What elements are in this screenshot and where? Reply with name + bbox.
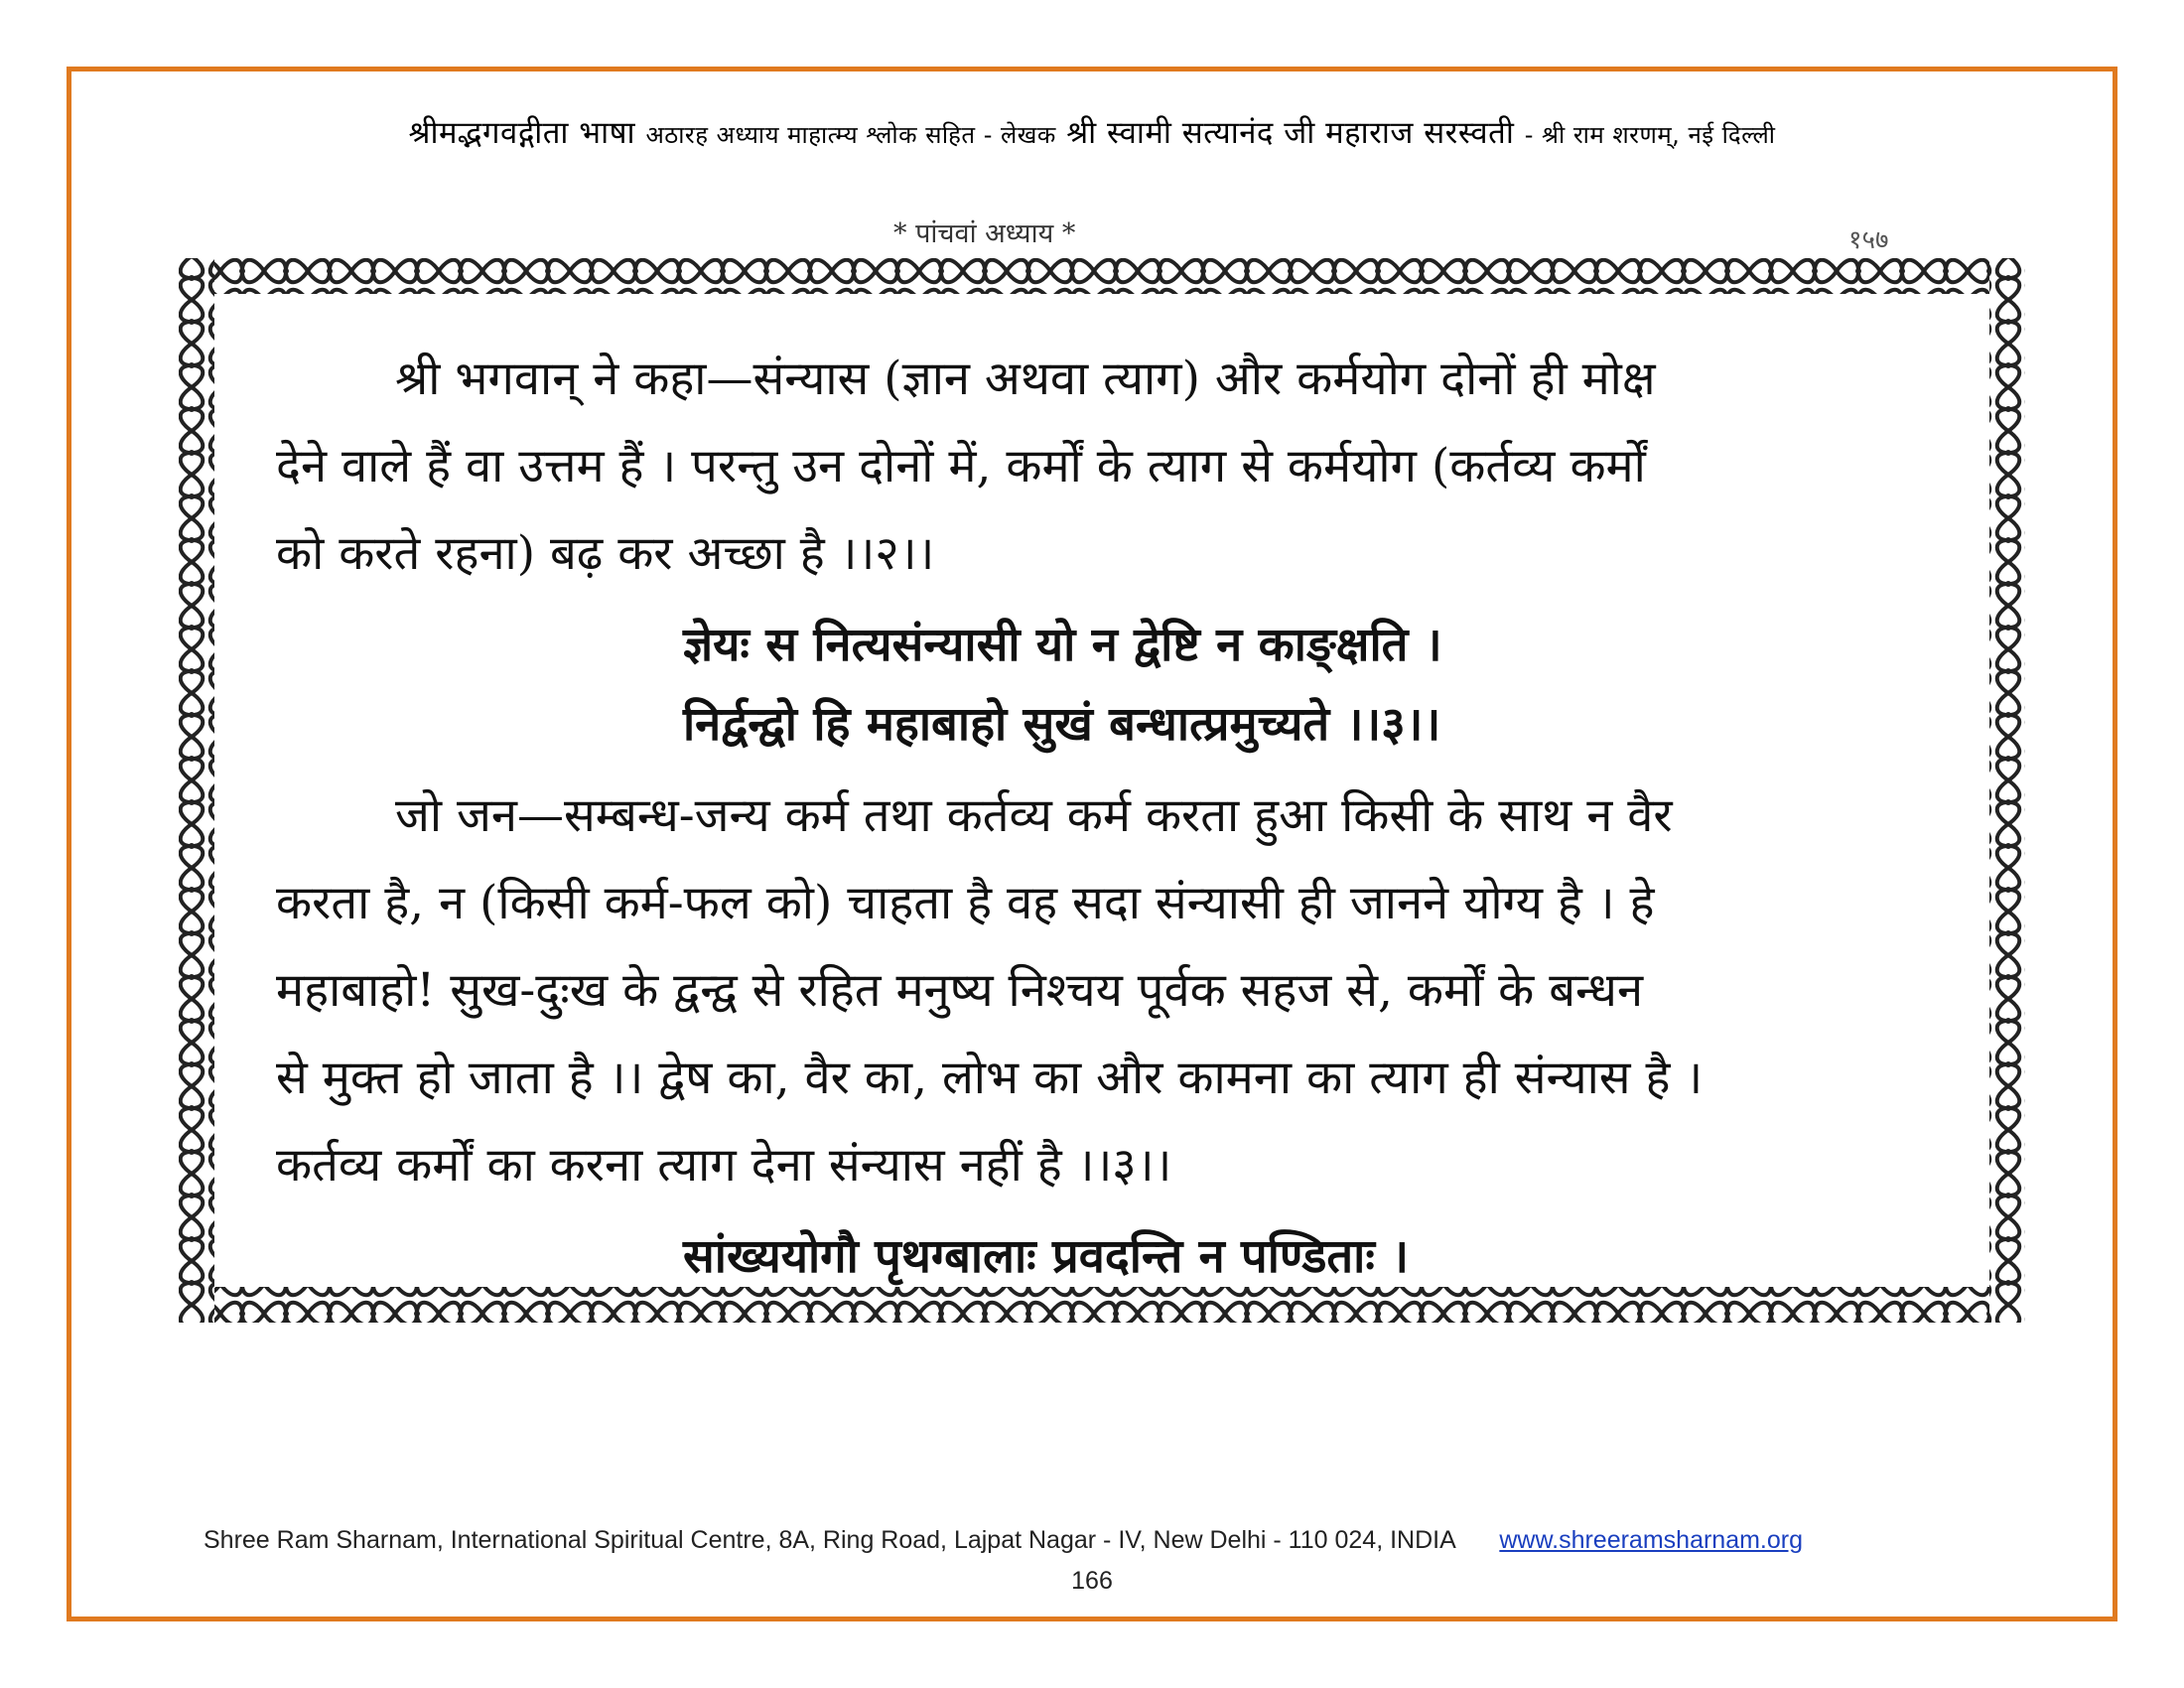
header-publisher: - श्री राम शरणम्, नई दिल्ली: [1524, 121, 1776, 149]
verse-line: सांख्ययोगौ पृथग्बालाः प्रवदन्ति न पण्डिताः ।: [683, 1229, 1410, 1284]
paragraph-line: करता है, न (किसी कर्म-फल को) चाहता है वह सदा संन्यासी ही जानने योग्य है । हे: [276, 876, 1655, 930]
document-header: [119, 111, 2065, 153]
verse-line: ज्ञेयः स नित्यसंन्यासी यो न द्वेष्टि न काङ्क्षति ।: [683, 618, 1442, 672]
paragraph-line: से मुक्त हो जाता है ।। द्वेष का, वैर का, लोभ का और कामना का त्याग ही संन्यास है ।: [276, 1051, 1704, 1105]
footer-address: Shree Ram Sharnam, International Spiritual Centre, 8A, Ring Road, Lajpat Nagar - IV, New Delhi - 110 024, INDIA: [204, 1526, 1455, 1554]
scanned-text: [276, 336, 1944, 1297]
website-link[interactable]: www.shreeramsharnam.org: [1499, 1526, 1804, 1554]
header-subtitle: अठारह अध्याय माहात्म्य श्लोक सहित - लेखक: [645, 121, 1056, 149]
verse-line: निर्द्वन्द्वो हि महाबाहो सुखं बन्धात्प्रमुच्यते ।।३।।: [683, 697, 1441, 752]
scanned-page: [177, 256, 2027, 1329]
footer: [204, 1526, 1990, 1555]
paragraph-line: कर्तव्य कर्मों का करना त्याग देना संन्यास नहीं है ।।३।।: [276, 1138, 1172, 1193]
book-page-number: १५७: [1848, 225, 1889, 255]
page-number: 166: [1071, 1567, 1113, 1595]
header-author: श्री स्वामी सत्यानंद जी महाराज सरस्वती: [1066, 115, 1515, 151]
paragraph-line: महाबाहो! सुख-दुःख के द्वन्द्व से रहित मनुष्य निश्चय पूर्वक सहज से, कर्मों के बन्धन: [276, 963, 1644, 1018]
chapter-title: * पांचवां अध्याय *: [893, 218, 1076, 249]
paragraph-line: श्री भगवान् ने कहा—संन्यास (ज्ञान अथवा त्याग) और कर्मयोग दोनों ही मोक्ष: [395, 352, 1656, 406]
header-title: श्रीमद्भगवद्गीता भाषा: [408, 115, 636, 151]
paragraph-line: देने वाले हैं वा उत्तम हैं । परन्तु उन दोनों में, कर्मों के त्याग से कर्मयोग (कर्तव्य कर्मों: [276, 439, 1646, 493]
paragraph-line: जो जन—सम्बन्ध-जन्य कर्म तथा कर्तव्य कर्म करता हुआ किसी के साथ न वैर: [395, 788, 1673, 843]
paragraph-line: को करते रहना) बढ़ कर अच्छा है ।।२।।: [276, 526, 935, 581]
